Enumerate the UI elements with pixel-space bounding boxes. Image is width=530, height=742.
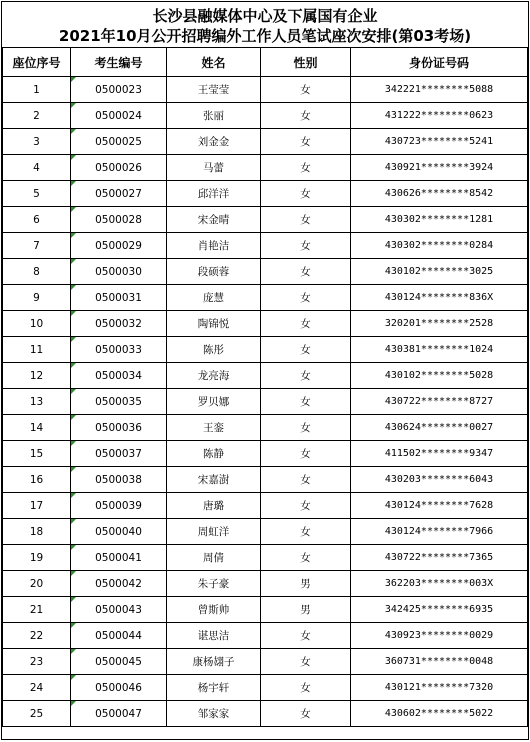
cell-exam-no: 0500033 <box>71 337 167 363</box>
cell-name: 康杨翃子 <box>167 649 261 675</box>
table-row <box>3 363 528 389</box>
cell-gender: 女 <box>261 467 351 493</box>
cell-name: 曾斯帅 <box>167 597 261 623</box>
cell-gender: 女 <box>261 623 351 649</box>
cell-gender: 女 <box>261 233 351 259</box>
cell-gender: 女 <box>261 77 351 103</box>
table-row <box>3 493 528 519</box>
cell-exam-no: 0500043 <box>71 597 167 623</box>
table-row <box>3 207 528 233</box>
table-row <box>3 597 528 623</box>
cell-seat: 18 <box>3 519 71 545</box>
cell-name: 杨宇轩 <box>167 675 261 701</box>
cell-id-number: 362203********003X <box>351 571 528 597</box>
cell-name: 邹家家 <box>167 701 261 727</box>
cell-exam-no: 0500031 <box>71 285 167 311</box>
cell-id-number: 342425********6935 <box>351 597 528 623</box>
cell-name: 龙亮海 <box>167 363 261 389</box>
cell-id-number: 431222********0623 <box>351 103 528 129</box>
cell-exam-no: 0500042 <box>71 571 167 597</box>
table-row <box>3 545 528 571</box>
cell-gender: 女 <box>261 389 351 415</box>
cell-exam-no: 0500037 <box>71 441 167 467</box>
cell-name: 肖艳洁 <box>167 233 261 259</box>
cell-gender: 女 <box>261 441 351 467</box>
cell-id-number: 430624********0027 <box>351 415 528 441</box>
cell-gender: 女 <box>261 493 351 519</box>
table-row <box>3 467 528 493</box>
cell-name: 陈静 <box>167 441 261 467</box>
table-row <box>3 571 528 597</box>
cell-gender: 女 <box>261 181 351 207</box>
cell-id-number: 430121********7320 <box>351 675 528 701</box>
cell-gender: 男 <box>261 571 351 597</box>
cell-name: 朱子豪 <box>167 571 261 597</box>
table-body <box>3 77 528 727</box>
cell-name: 段硕蓉 <box>167 259 261 285</box>
cell-seat: 24 <box>3 675 71 701</box>
table-row <box>3 155 528 181</box>
cell-name: 王莹莹 <box>167 77 261 103</box>
cell-seat: 5 <box>3 181 71 207</box>
cell-exam-no: 0500047 <box>71 701 167 727</box>
cell-name: 陶锦悦 <box>167 311 261 337</box>
cell-id-number: 430302********1281 <box>351 207 528 233</box>
cell-exam-no: 0500035 <box>71 389 167 415</box>
cell-exam-no: 0500044 <box>71 623 167 649</box>
cell-id-number: 430102********5028 <box>351 363 528 389</box>
cell-name: 王銮 <box>167 415 261 441</box>
cell-exam-no: 0500025 <box>71 129 167 155</box>
cell-id-number: 342221********5088 <box>351 77 528 103</box>
cell-id-number: 430921********3924 <box>351 155 528 181</box>
cell-name: 谌思洁 <box>167 623 261 649</box>
table-row <box>3 389 528 415</box>
table-row <box>3 675 528 701</box>
cell-id-number: 430723********5241 <box>351 129 528 155</box>
cell-seat: 8 <box>3 259 71 285</box>
cell-name: 张丽 <box>167 103 261 129</box>
cell-gender: 女 <box>261 363 351 389</box>
cell-seat: 3 <box>3 129 71 155</box>
cell-id-number: 430203********6043 <box>351 467 528 493</box>
cell-gender: 男 <box>261 597 351 623</box>
cell-exam-no: 0500046 <box>71 675 167 701</box>
cell-name: 刘金金 <box>167 129 261 155</box>
cell-exam-no: 0500029 <box>71 233 167 259</box>
cell-seat: 13 <box>3 389 71 415</box>
cell-name: 宋嘉澍 <box>167 467 261 493</box>
cell-name: 陈彤 <box>167 337 261 363</box>
cell-exam-no: 0500024 <box>71 103 167 129</box>
cell-seat: 23 <box>3 649 71 675</box>
table-row <box>3 103 528 129</box>
header-seat: 座位序号 <box>3 48 71 77</box>
cell-seat: 15 <box>3 441 71 467</box>
cell-exam-no: 0500045 <box>71 649 167 675</box>
table-row <box>3 285 528 311</box>
cell-id-number: 360731********0048 <box>351 649 528 675</box>
cell-name: 周虹洋 <box>167 519 261 545</box>
cell-seat: 14 <box>3 415 71 441</box>
title-line-2: 2021年10月公开招聘编外工作人员笔试座次安排(第03考场) <box>58 27 472 45</box>
cell-exam-no: 0500028 <box>71 207 167 233</box>
cell-id-number: 430381********1024 <box>351 337 528 363</box>
cell-seat: 19 <box>3 545 71 571</box>
cell-seat: 9 <box>3 285 71 311</box>
cell-seat: 1 <box>3 77 71 103</box>
cell-gender: 女 <box>261 207 351 233</box>
cell-id-number: 430124********7628 <box>351 493 528 519</box>
cell-gender: 女 <box>261 285 351 311</box>
cell-name: 唐璐 <box>167 493 261 519</box>
cell-id-number: 430722********7365 <box>351 545 528 571</box>
header-name: 姓名 <box>167 48 261 77</box>
cell-id-number: 320201********2528 <box>351 311 528 337</box>
cell-id-number: 430102********3025 <box>351 259 528 285</box>
cell-seat: 10 <box>3 311 71 337</box>
cell-gender: 女 <box>261 337 351 363</box>
title-line-1: 长沙县融媒体中心及下属国有企业 <box>152 7 378 25</box>
cell-id-number: 430124********7966 <box>351 519 528 545</box>
cell-id-number: 430302********0284 <box>351 233 528 259</box>
cell-seat: 16 <box>3 467 71 493</box>
cell-id-number: 411502********9347 <box>351 441 528 467</box>
cell-id-number: 430124********836X <box>351 285 528 311</box>
table-row <box>3 415 528 441</box>
cell-gender: 女 <box>261 155 351 181</box>
cell-exam-no: 0500027 <box>71 181 167 207</box>
cell-seat: 25 <box>3 701 71 727</box>
cell-gender: 女 <box>261 103 351 129</box>
table-row <box>3 181 528 207</box>
cell-seat: 20 <box>3 571 71 597</box>
seating-table <box>2 47 528 727</box>
cell-exam-no: 0500041 <box>71 545 167 571</box>
cell-exam-no: 0500040 <box>71 519 167 545</box>
cell-seat: 7 <box>3 233 71 259</box>
cell-gender: 女 <box>261 675 351 701</box>
cell-id-number: 430722********8727 <box>351 389 528 415</box>
cell-exam-no: 0500038 <box>71 467 167 493</box>
header-exam-no: 考生编号 <box>71 48 167 77</box>
cell-id-number: 430602********5022 <box>351 701 528 727</box>
cell-exam-no: 0500030 <box>71 259 167 285</box>
cell-gender: 女 <box>261 129 351 155</box>
header-id-number: 身份证号码 <box>351 48 528 77</box>
cell-gender: 女 <box>261 259 351 285</box>
sheet-title <box>2 2 528 47</box>
cell-name: 宋金晴 <box>167 207 261 233</box>
cell-exam-no: 0500034 <box>71 363 167 389</box>
cell-id-number: 430923********0029 <box>351 623 528 649</box>
table-row <box>3 701 528 727</box>
cell-gender: 女 <box>261 649 351 675</box>
cell-exam-no: 0500036 <box>71 415 167 441</box>
seating-sheet <box>1 1 529 740</box>
table-row <box>3 259 528 285</box>
cell-gender: 女 <box>261 545 351 571</box>
table-row <box>3 441 528 467</box>
cell-exam-no: 0500032 <box>71 311 167 337</box>
cell-gender: 女 <box>261 415 351 441</box>
cell-seat: 12 <box>3 363 71 389</box>
cell-name: 邱洋洋 <box>167 181 261 207</box>
table-row <box>3 129 528 155</box>
cell-seat: 6 <box>3 207 71 233</box>
cell-seat: 21 <box>3 597 71 623</box>
table-row <box>3 519 528 545</box>
table-row <box>3 233 528 259</box>
cell-seat: 17 <box>3 493 71 519</box>
cell-seat: 11 <box>3 337 71 363</box>
cell-seat: 4 <box>3 155 71 181</box>
table-row <box>3 623 528 649</box>
cell-gender: 女 <box>261 701 351 727</box>
cell-id-number: 430626********8542 <box>351 181 528 207</box>
cell-exam-no: 0500023 <box>71 77 167 103</box>
header-row <box>3 48 528 77</box>
cell-name: 马蕾 <box>167 155 261 181</box>
table-row <box>3 77 528 103</box>
cell-name: 庞慧 <box>167 285 261 311</box>
cell-gender: 女 <box>261 519 351 545</box>
table-row <box>3 649 528 675</box>
cell-exam-no: 0500039 <box>71 493 167 519</box>
cell-name: 周倩 <box>167 545 261 571</box>
cell-exam-no: 0500026 <box>71 155 167 181</box>
cell-name: 罗贝娜 <box>167 389 261 415</box>
table-row <box>3 311 528 337</box>
cell-seat: 22 <box>3 623 71 649</box>
table-row <box>3 337 528 363</box>
cell-gender: 女 <box>261 311 351 337</box>
cell-seat: 2 <box>3 103 71 129</box>
header-gender: 性别 <box>261 48 351 77</box>
